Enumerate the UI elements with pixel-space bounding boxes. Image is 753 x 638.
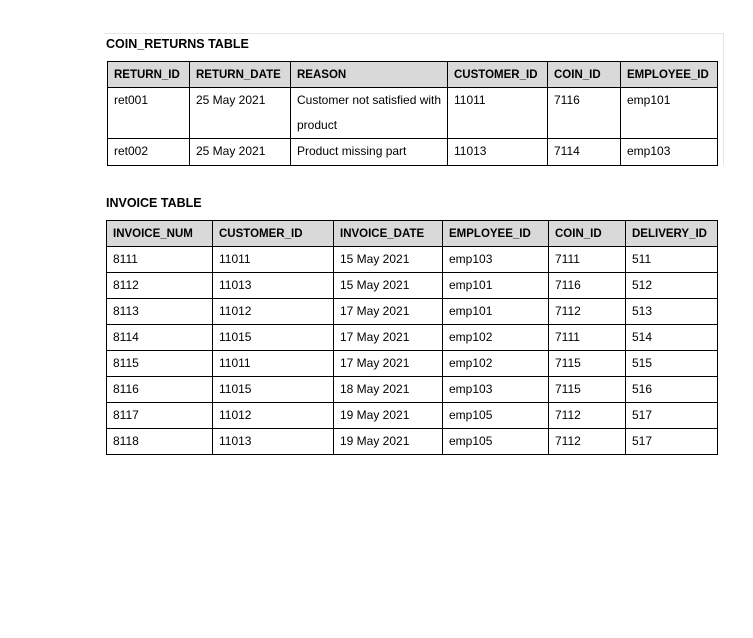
cell-coin-id: 7115 <box>549 351 626 377</box>
cell-employee-id: emp103 <box>443 377 549 403</box>
cell-employee-id: emp105 <box>443 403 549 429</box>
cell-delivery-id: 512 <box>626 273 718 299</box>
column-header-reason: REASON <box>291 62 448 88</box>
cell-invoice-num: 8111 <box>107 247 213 273</box>
table-row <box>107 429 718 455</box>
cell-return-date: 25 May 2021 <box>190 139 291 166</box>
cell-coin-id: 7111 <box>549 247 626 273</box>
cell-coin-id: 7116 <box>548 88 621 139</box>
column-header-employee-id: EMPLOYEE_ID <box>621 62 718 88</box>
cell-customer-id: 11015 <box>213 377 334 403</box>
page-border-right <box>723 33 724 165</box>
cell-coin-id: 7112 <box>549 299 626 325</box>
cell-delivery-id: 515 <box>626 351 718 377</box>
cell-coin-id: 7112 <box>549 403 626 429</box>
cell-delivery-id: 514 <box>626 325 718 351</box>
cell-coin-id: 7116 <box>549 273 626 299</box>
cell-customer-id: 11013 <box>213 273 334 299</box>
cell-return-id: ret002 <box>108 139 190 166</box>
cell-customer-id: 11012 <box>213 403 334 429</box>
column-header-invoice-num: INVOICE_NUM <box>107 221 213 247</box>
cell-employee-id: emp101 <box>443 299 549 325</box>
cell-return-id: ret001 <box>108 88 190 139</box>
invoice-table <box>106 220 718 455</box>
column-header-return-id: RETURN_ID <box>108 62 190 88</box>
cell-coin-id: 7112 <box>549 429 626 455</box>
cell-invoice-num: 8114 <box>107 325 213 351</box>
column-header-employee-id: EMPLOYEE_ID <box>443 221 549 247</box>
table-row <box>108 88 718 139</box>
cell-coin-id: 7115 <box>549 377 626 403</box>
cell-employee-id: emp101 <box>443 273 549 299</box>
coin-returns-header-row <box>108 62 718 88</box>
cell-delivery-id: 516 <box>626 377 718 403</box>
cell-delivery-id: 517 <box>626 429 718 455</box>
cell-invoice-date: 19 May 2021 <box>334 403 443 429</box>
page-border-top <box>104 33 724 34</box>
coin-returns-table-title: COIN_RETURNS TABLE <box>106 37 249 51</box>
cell-invoice-num: 8117 <box>107 403 213 429</box>
cell-employee-id: emp102 <box>443 351 549 377</box>
cell-return-date: 25 May 2021 <box>190 88 291 139</box>
cell-invoice-num: 8116 <box>107 377 213 403</box>
invoice-header-row <box>107 221 718 247</box>
cell-invoice-date: 15 May 2021 <box>334 247 443 273</box>
column-header-return-date: RETURN_DATE <box>190 62 291 88</box>
table-row <box>107 299 718 325</box>
cell-customer-id: 11011 <box>448 88 548 139</box>
invoice-table-title: INVOICE TABLE <box>106 196 202 210</box>
table-row <box>107 273 718 299</box>
column-header-customer-id: CUSTOMER_ID <box>213 221 334 247</box>
cell-invoice-num: 8113 <box>107 299 213 325</box>
cell-delivery-id: 511 <box>626 247 718 273</box>
cell-customer-id: 11012 <box>213 299 334 325</box>
column-header-coin-id: COIN_ID <box>548 62 621 88</box>
cell-employee-id: emp105 <box>443 429 549 455</box>
table-row <box>108 139 718 166</box>
cell-invoice-num: 8118 <box>107 429 213 455</box>
cell-reason: Product missing part <box>291 139 448 166</box>
coin-returns-table <box>107 61 718 166</box>
cell-invoice-date: 17 May 2021 <box>334 325 443 351</box>
cell-employee-id: emp102 <box>443 325 549 351</box>
table-row <box>107 325 718 351</box>
table-row <box>107 247 718 273</box>
cell-delivery-id: 513 <box>626 299 718 325</box>
cell-invoice-date: 18 May 2021 <box>334 377 443 403</box>
cell-customer-id: 11013 <box>213 429 334 455</box>
cell-invoice-num: 8115 <box>107 351 213 377</box>
table-row <box>107 377 718 403</box>
cell-customer-id: 11013 <box>448 139 548 166</box>
column-header-invoice-date: INVOICE_DATE <box>334 221 443 247</box>
cell-invoice-date: 15 May 2021 <box>334 273 443 299</box>
column-header-delivery-id: DELIVERY_ID <box>626 221 718 247</box>
cell-invoice-num: 8112 <box>107 273 213 299</box>
cell-invoice-date: 17 May 2021 <box>334 299 443 325</box>
cell-employee-id: emp103 <box>443 247 549 273</box>
cell-customer-id: 11011 <box>213 247 334 273</box>
cell-coin-id: 7114 <box>548 139 621 166</box>
cell-reason: Customer not satisfied with product <box>291 88 448 139</box>
table-row <box>107 403 718 429</box>
cell-employee-id: emp101 <box>621 88 718 139</box>
cell-coin-id: 7111 <box>549 325 626 351</box>
table-row <box>107 351 718 377</box>
cell-delivery-id: 517 <box>626 403 718 429</box>
column-header-coin-id: COIN_ID <box>549 221 626 247</box>
cell-employee-id: emp103 <box>621 139 718 166</box>
cell-customer-id: 11011 <box>213 351 334 377</box>
column-header-customer-id: CUSTOMER_ID <box>448 62 548 88</box>
cell-customer-id: 11015 <box>213 325 334 351</box>
cell-invoice-date: 17 May 2021 <box>334 351 443 377</box>
cell-invoice-date: 19 May 2021 <box>334 429 443 455</box>
